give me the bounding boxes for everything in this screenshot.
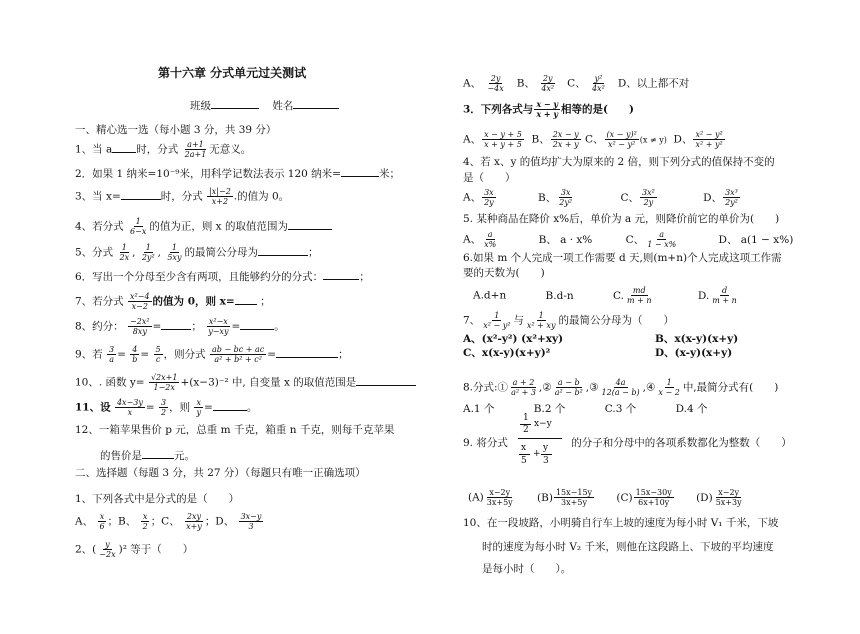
s2-q8-options — [463, 402, 707, 416]
s2-q2 — [75, 540, 193, 559]
s2-q7-opt-c: C、x(x-y)(x+y)² — [463, 347, 551, 359]
name-label: 姓名 — [272, 100, 294, 112]
denominator: 2a+1 — [184, 150, 207, 159]
q-text: 2．如果 1 纳米=10⁻⁹米，用科学记数法表示 120 纳米= — [75, 168, 341, 180]
answer-blank[interactable] — [341, 165, 379, 177]
denominator: x² − y² — [483, 321, 511, 330]
numerator: 1 — [145, 243, 151, 252]
denominator: 3x+5y — [561, 498, 587, 507]
q-text: ，则 — [169, 401, 191, 414]
answer-blank[interactable] — [213, 399, 247, 411]
s1-q5: 5、分式 $\frac{1}{2x}$ , $\frac{1}{\text{2y²}}$ , $\frac{1}{5xy}$ 的最简公分母为 ； — [75, 243, 319, 262]
denominator: x² + y² — [695, 140, 723, 149]
fraction — [590, 74, 607, 93]
section-2-header: 二、选择题（每题 3 分，共 27 分）（每题只有唯一正确选项） — [75, 467, 366, 479]
q-text: 10、. 函数 y= — [75, 376, 145, 389]
fraction — [149, 373, 180, 392]
fraction — [640, 188, 657, 207]
fraction — [605, 130, 639, 149]
s2-q4-options — [463, 188, 741, 207]
denominator: 2y² — [725, 198, 738, 207]
numerator: x — [196, 398, 201, 407]
option-label: B.d-n — [545, 289, 574, 302]
denominator: m + n — [626, 296, 652, 305]
numerator: 2xy — [186, 512, 201, 521]
denominator: −4x — [487, 84, 504, 93]
denominator: 5x+3y — [715, 498, 742, 507]
numerator: 3x — [560, 188, 571, 197]
s1-q10 — [75, 373, 416, 392]
q-text: 1、当 a — [75, 143, 113, 156]
option-label: A.1 个 — [463, 403, 495, 415]
denominator: 1−2x — [153, 383, 175, 392]
fraction — [115, 398, 145, 417]
denominator: 2y² — [559, 198, 573, 207]
answer-blank[interactable] — [356, 374, 416, 386]
fraction — [625, 286, 654, 305]
fraction — [482, 130, 524, 149]
option-label: B、 a · x% — [538, 233, 593, 246]
numerator: d — [721, 286, 728, 295]
denominator: 6−x — [130, 227, 147, 236]
option-label: (A) — [468, 491, 484, 504]
denominator: a² − b² — [554, 388, 583, 397]
numerator: a − b — [557, 378, 580, 387]
section-1-header: 一、精心选一选（每小题 3 分，共 39 分） — [75, 124, 277, 136]
denominator: −2x — [99, 550, 116, 559]
fraction — [165, 243, 183, 262]
option-label: A.d+n — [473, 289, 507, 302]
option-label: (C) — [616, 491, 633, 504]
denominator: x + y + 5 — [484, 140, 522, 149]
option-label: C、 — [584, 133, 604, 146]
numerator: 1 — [171, 243, 177, 252]
fraction — [97, 512, 106, 531]
denominator: 8xy — [132, 327, 147, 336]
fraction — [509, 378, 538, 397]
s2-q7-opt-b: B、x(x-y)(x+y) — [655, 333, 739, 345]
denominator: y−xy — [208, 327, 229, 336]
option-label: A、 — [75, 515, 94, 528]
fraction — [481, 311, 512, 330]
numerator: 3 — [161, 398, 167, 407]
answer-blank[interactable] — [258, 244, 308, 256]
denominator: a² + 3 — [511, 388, 536, 397]
answer-blank[interactable] — [276, 346, 338, 358]
numerator: x — [521, 443, 527, 453]
option-label: D、 — [703, 191, 723, 204]
numerator: a+1 — [187, 140, 204, 149]
q-text: 米； — [378, 168, 400, 180]
name-blank[interactable] — [293, 97, 339, 109]
s2-q9-options — [468, 488, 745, 507]
denominator: x² + xy — [526, 321, 556, 330]
denominator: 2y — [484, 198, 494, 207]
numerator: x−2y — [718, 488, 740, 497]
option-label: C、 — [625, 233, 645, 246]
numerator: 3x² — [641, 188, 655, 197]
denominator: x — [127, 408, 133, 417]
denominator: 3 — [248, 522, 254, 531]
option-label: (D) — [696, 491, 713, 504]
numerator: 4x−3y — [116, 398, 143, 407]
denominator: c — [155, 355, 161, 364]
denominator: x+2 — [211, 197, 229, 206]
fraction — [600, 378, 642, 397]
denominator: 2 — [142, 522, 148, 531]
q-text: 的值为 0，则 x= — [152, 295, 235, 308]
denominator: a² + b² + c² — [214, 355, 262, 364]
numerator: −2x² — [130, 317, 150, 326]
fraction-bar — [518, 438, 562, 439]
s2-q10-line1: 10、在一段坡路，小明骑自行车上坡的速度为每小时 V₁ 千米，下坡 — [463, 517, 779, 529]
numerator: 1 — [121, 243, 127, 252]
denominator: 6 — [99, 522, 105, 531]
denominator: 3x+5y — [486, 498, 513, 507]
fraction — [482, 188, 496, 207]
q-text: 时，分式 — [160, 190, 203, 203]
denominator: m + n — [712, 296, 737, 305]
q-text: 3．下列各式与 — [463, 103, 534, 116]
numerator: 15x−15y — [555, 488, 593, 497]
numerator: x − y + 5 — [484, 130, 522, 139]
fraction — [128, 317, 152, 336]
numerator: a — [659, 230, 665, 239]
numerator: y² — [594, 74, 603, 83]
option-label: C. — [612, 289, 624, 302]
fraction — [525, 311, 558, 330]
fraction — [210, 345, 266, 364]
option-label: ；B、 — [107, 515, 137, 528]
q-text: 与 — [513, 314, 524, 327]
denominator: x − 2 — [658, 388, 680, 397]
s1-q12-line2 — [100, 447, 195, 463]
fraction — [634, 488, 674, 507]
denominator: 6x+10y — [638, 498, 670, 507]
q-text: + — [533, 449, 541, 459]
denominator: x% — [484, 240, 497, 249]
s2-q8 — [463, 378, 778, 397]
fraction — [206, 317, 230, 336]
option-label: B、 — [538, 191, 557, 204]
fraction — [159, 398, 168, 417]
s2-q7 — [463, 311, 674, 330]
option-label: D、 a(1 − x%) — [718, 233, 794, 246]
fraction — [128, 292, 152, 311]
denominator: x + y — [536, 109, 559, 119]
fraction — [656, 378, 681, 397]
denominator: 2x — [119, 253, 130, 262]
denominator: 12(a − b) — [601, 388, 640, 397]
q-text: 的值为正，则 x 的取值范围为 — [149, 220, 288, 233]
s2-q7-opt-a: A、(x²-y²) (x²+xy) — [463, 333, 564, 345]
numerator: 1 — [135, 217, 141, 226]
class-label: 班级 — [190, 100, 211, 112]
s2-q5-options — [463, 230, 793, 249]
denominator: 5xy — [167, 253, 182, 262]
option-label: B、 — [516, 77, 535, 90]
q-text: 3、当 x= — [75, 190, 121, 203]
denominator: 1 − x% — [647, 240, 677, 249]
q-text: 8、约分： — [75, 320, 124, 333]
q-text: )² 等于（ ） — [118, 543, 194, 556]
class-blank[interactable] — [211, 97, 259, 109]
option-label: A、 — [463, 77, 482, 90]
denominator: x−2 — [131, 302, 148, 311]
s2-q4-line1: 4、若 x、y 的值均扩大为原来的 2 倍，则下列分式的值保持不变的 — [463, 156, 775, 168]
numerator: x²−4 — [130, 292, 150, 301]
s2-q2-options — [463, 74, 689, 93]
numerator: 1 — [538, 311, 544, 320]
q-text: 的分子和分母中的各项系数都化为整数（ ） — [571, 437, 792, 449]
option-label: D、 — [673, 133, 693, 146]
fraction — [551, 130, 581, 149]
s2-q4-line2: 是（ ） — [463, 172, 516, 184]
numerator: (x − y)² — [606, 130, 637, 139]
q-text: 6．写出一个分母至少含有两项，且能够约分的分式： — [75, 271, 324, 283]
denominator: x² − y² — [608, 140, 636, 149]
s2-q1: 1、下列各式中是分式的是（ ） — [75, 493, 240, 505]
s2-q6-line2: 要的天数为( ) — [463, 267, 545, 279]
fraction — [118, 243, 132, 262]
fraction — [693, 130, 724, 149]
numerator: x — [99, 512, 105, 521]
fraction — [482, 230, 498, 249]
fraction — [194, 398, 203, 417]
numerator: 2y — [490, 74, 501, 83]
q-text: 11、设 — [75, 401, 111, 414]
fraction — [714, 488, 744, 507]
denominator: 3 — [543, 456, 549, 466]
denominator: b — [132, 355, 138, 364]
answer-blank[interactable] — [323, 268, 359, 280]
numerator: md — [632, 286, 646, 295]
q-text: .的值为 0。 — [233, 190, 290, 203]
numerator: 1 — [494, 311, 500, 320]
option-label: ；D、 — [204, 515, 235, 528]
s2-q5: 5. 某种商品在降价 x%后，单价为 a 元，则降价前它的单价为( ) — [463, 213, 780, 225]
option-label: C、 — [620, 191, 639, 204]
denominator: 2 — [161, 408, 167, 417]
q-text: 元。 — [174, 450, 195, 462]
numerator: a — [487, 230, 493, 239]
numerator: x−2y — [489, 488, 511, 497]
numerator: 3 — [109, 345, 115, 354]
s2-q3-options — [463, 130, 726, 149]
fraction — [107, 345, 116, 364]
denominator: 5 — [521, 456, 527, 466]
fraction — [534, 100, 560, 119]
fraction — [485, 74, 505, 93]
numerator: 5 — [155, 345, 161, 354]
fraction — [557, 188, 574, 207]
q-text: 7、 — [463, 314, 481, 327]
answer-blank[interactable] — [235, 293, 257, 305]
s2-q9 — [463, 436, 792, 450]
q-text: 时，分式 — [136, 143, 179, 156]
s1-q3 — [75, 187, 289, 206]
fraction — [239, 512, 264, 531]
answer-blank[interactable] — [112, 141, 136, 153]
s2-q6-line1: 6.如果 m 个人完成一项工作需要 d 天,则(m+n)个人完成这项工作需 — [463, 252, 782, 264]
q-text: 9、若 — [75, 348, 103, 361]
fraction — [710, 286, 739, 305]
numerator: x — [142, 512, 148, 521]
fraction — [97, 540, 117, 559]
numerator: 3x — [484, 188, 494, 197]
fraction — [184, 512, 204, 531]
option-label: B.2 个 — [533, 403, 566, 415]
numerator: 2x − y — [552, 130, 579, 139]
q-text: = — [145, 401, 155, 414]
denominator: 4x² — [592, 84, 605, 93]
q-text: +(x−3)⁻² 中, 自变量 x 的取值范围是 — [180, 376, 357, 389]
option-label: A、 — [463, 233, 482, 246]
numerator: |x|−2 — [209, 187, 231, 196]
numerator: ab − bc + ac — [211, 345, 265, 354]
fraction — [183, 140, 209, 159]
numerator: 1 — [666, 378, 672, 387]
q-text: 相等的是( ) — [561, 103, 634, 116]
s1-q8: 8、约分： $\frac{\text{−2x²}}{8xy}$ = ； $\frac{\text{x²−x}}{y-xy}$ = 。 — [75, 317, 285, 336]
q-text: 的售价是 — [100, 450, 142, 462]
numerator: x − y — [536, 99, 559, 109]
option-label: D、以上都不对 — [617, 77, 690, 90]
option-label: B、 — [531, 133, 550, 146]
q-text: x−y — [534, 419, 552, 429]
q-text: 7、若分式 — [75, 295, 124, 308]
denominator: a — [109, 355, 114, 364]
answer-blank[interactable] — [142, 447, 174, 459]
numerator: 1 — [523, 413, 529, 423]
option-label: C、 — [567, 77, 586, 90]
fraction — [539, 74, 556, 93]
q-text: 2、( — [75, 543, 97, 556]
s1-q4 — [75, 217, 332, 236]
s2-q10-line2: 时的速度为每小时 V₂ 千米，则他在这段路上、下坡的平均速度 — [482, 541, 774, 553]
s1-q12-line1: 12、一箱苹果售价 p 元，总重 m 千克，箱重 n 千克，则每千克苹果 — [75, 424, 395, 436]
denominator: 2 — [523, 425, 529, 435]
s1-q6: 6．写出一个分母至少含有两项，且能够约分的分式： ； — [75, 268, 370, 284]
q-text: 9. 将分式 — [463, 437, 508, 449]
denominator: 2y — [643, 198, 654, 207]
fraction — [553, 378, 585, 397]
numerator: √2x+1 — [150, 373, 178, 382]
q-text: ，则分式 — [163, 348, 206, 361]
q-text: 的最简公分母为 — [184, 246, 258, 259]
fraction — [128, 217, 148, 236]
fraction — [723, 188, 740, 207]
q-text: 无意义。 — [209, 143, 252, 156]
numerator: y — [105, 540, 110, 549]
denominator: 4x² — [541, 84, 555, 93]
q-text: ,③ — [585, 381, 599, 394]
fraction — [645, 230, 678, 249]
q-text: 5、分式 — [75, 246, 114, 259]
s2-q1-options — [75, 512, 264, 531]
option-label: A、 — [463, 191, 482, 204]
denominator: x+y — [186, 522, 202, 531]
fraction — [130, 345, 139, 364]
denominator: y — [196, 408, 202, 417]
numerator: a + 2 — [512, 378, 535, 387]
q-text: 中,最简分式有( ) — [682, 381, 779, 394]
denominator: 2x + y — [552, 140, 579, 149]
option-label: ；C、 — [150, 515, 180, 528]
fraction — [207, 187, 233, 206]
option-label: (B) — [537, 491, 553, 504]
option-label: D.4 个 — [675, 403, 708, 415]
option-label: A、 — [463, 133, 482, 146]
answer-blank[interactable] — [240, 318, 274, 330]
numerator: y — [543, 443, 549, 453]
answer-blank[interactable] — [121, 188, 161, 200]
option-label: D. — [697, 289, 710, 302]
s1-q7: 7、若分式 $\frac{\text{x²−4}}{x-2}$ 的值为 0，则 x= ； — [75, 292, 271, 311]
fraction — [485, 488, 515, 507]
q-text: ,② — [538, 381, 552, 394]
s1-q9: 9、若 $\frac{3}{a}$ = $\frac{4}{b}$ = $\frac{5}{c}$ ，则分式 $\frac{ab - bc + ac}{\text{a² + b² + c²}}$ = ； — [75, 345, 349, 364]
q-text: (x ≠ y) — [639, 135, 667, 145]
numerator: 4a — [615, 378, 626, 387]
s1-q2 — [75, 165, 400, 181]
s2-q6-options — [473, 286, 740, 305]
s1-q1 — [75, 140, 251, 159]
q-text: 的最简公分母为（ ） — [558, 314, 674, 327]
numerator: 4 — [132, 345, 138, 354]
student-info — [190, 97, 339, 113]
fraction — [154, 345, 163, 364]
q-text: 4、若分式 — [75, 220, 124, 233]
s2-q7-opt-d: D、(x-y)(x+y) — [655, 347, 733, 359]
s2-q3 — [463, 100, 634, 119]
numerator: 3x³ — [725, 188, 738, 197]
s2-q10-line3: 是每小时（ ）。 — [482, 563, 572, 575]
numerator: 3x−y — [240, 512, 262, 521]
numerator: x²−x — [208, 317, 228, 326]
answer-blank[interactable] — [288, 218, 332, 230]
numerator: 2y — [542, 74, 553, 83]
option-label: C.3 个 — [604, 403, 637, 415]
fraction — [141, 512, 150, 531]
q-text: 8.分式:① — [463, 381, 509, 394]
s2-q9-complex-fraction — [518, 413, 562, 473]
page-title: 第十六章 分式单元过关测试 — [158, 66, 307, 80]
s1-q11: 11、设 $\frac{4x-3y}{x}$ = $\frac{3}{2}$ ，则 $\frac{x}{y}$ = 。 — [75, 398, 258, 417]
denominator: 2y² — [141, 253, 155, 262]
fraction — [554, 488, 594, 507]
numerator: 15x−30y — [635, 488, 672, 497]
answer-blank[interactable] — [161, 318, 191, 330]
q-text: ,④ — [642, 381, 656, 394]
fraction — [140, 243, 157, 262]
numerator: x² − y² — [695, 130, 723, 139]
